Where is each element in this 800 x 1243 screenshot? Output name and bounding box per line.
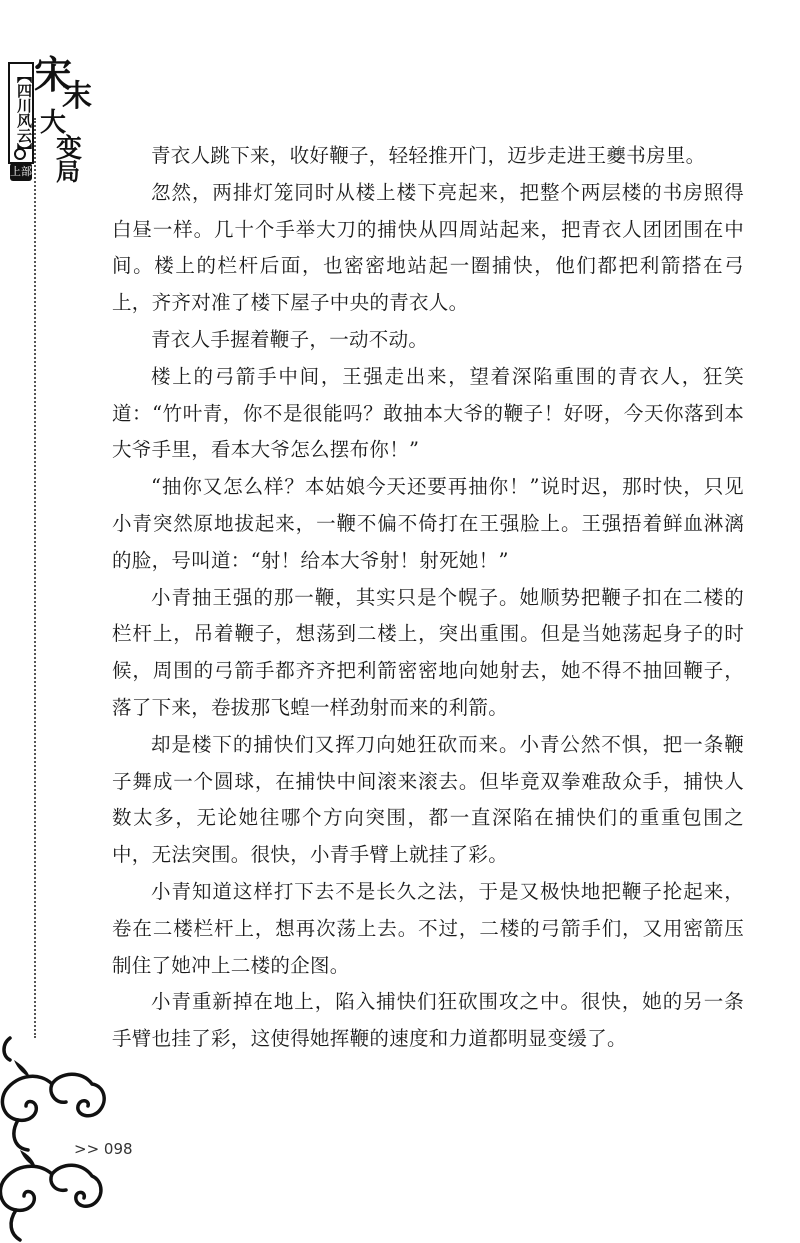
paragraph: 忽然，两排灯笼同时从楼上楼下亮起来，把整个两层楼的书房照得白昼一样。几十个手举大刀的捕快从四周站起来，把青衣人团团围在中间。楼上的栏杆后面，也密密地站起一圈捕快，他们都把利箭搭在弓上，齐齐对准了楼下屋子中央的青衣人。 xyxy=(112,180,744,315)
paragraph: 却是楼下的捕快们又挥刀向她狂砍而来。小青公然不惧，把一条鞭子舞成一个圆球，在捕快中间滚来滚去。但毕竟双拳难敌众手，捕快人数太多，无论她往哪个方向突围，都一直深陷在捕快们的重重包围之中，无法突围。很快，小青手臂上就挂了彩。 xyxy=(112,732,744,867)
book-title-char: 变 xyxy=(56,134,83,164)
volume-badge: 上部 xyxy=(10,163,32,181)
paragraph: “抽你又怎么样？本姑娘今天还要再抽你！”说时迟，那时快，只见小青突然原地拔起来，一鞭不偏不倚打在王强脸上。王强捂着鲜血淋漓的脸，号叫道：“射！给本大爷射！射死她！” xyxy=(112,475,744,572)
paragraph: 小青重新掉在地上，陷入捕快们狂砍围攻之中。很快，她的另一条手臂也挂了彩，这使得她挥鞭的速度和力道都明显变缓了。 xyxy=(112,990,744,1051)
book-title-char: 局 xyxy=(56,157,80,186)
paragraph: 小青知道这样打下去不是长久之法，于是又极快地把鞭子抡起来，卷在二楼栏杆上，想再次荡上去。不过，二楼的弓箭手们，又用密箭压制住了她冲上二楼的企图。 xyxy=(112,879,744,977)
series-tag: 【四川风云】 xyxy=(8,62,34,164)
book-title xyxy=(32,52,102,192)
paragraph: 青衣人手握着鞭子，一动不动。 xyxy=(151,327,429,351)
cloud-ornament-icon xyxy=(0,1030,110,1243)
margin-dotted-rule xyxy=(34,118,36,1038)
book-title-char: 末 xyxy=(62,79,92,114)
book-title-char: 大 xyxy=(40,108,67,138)
paragraph: 楼上的弓箭手中间，王强走出来，望着深陷重围的青衣人，狂笑道：“竹叶青，你不是很能吗？敢抽本大爷的鞭子！好呀，今天你落到本大爷手里，看本大爷怎么摆布你！” xyxy=(112,364,744,462)
body-text xyxy=(112,138,744,1058)
paragraph: 小青抽王强的那一鞭，其实只是个幌子。她顺势把鞭子扣在二楼的栏杆上，吊着鞭子，想荡到二楼上，突出重围。但是当她荡起身子的时候，周围的弓箭手都齐齐把利箭密密地向她射去，她不得不抽回鞭子，落了下来，卷拔那飞蝗一样劲射而来的利箭。 xyxy=(112,585,744,719)
page-number: >> 098 xyxy=(74,1140,133,1158)
book-title-char: 宋 xyxy=(34,52,73,97)
paragraph: 青衣人跳下来，收好鞭子，轻轻推开门，迈步走进王夔书房里。 xyxy=(151,144,706,167)
series-dot xyxy=(14,148,26,160)
